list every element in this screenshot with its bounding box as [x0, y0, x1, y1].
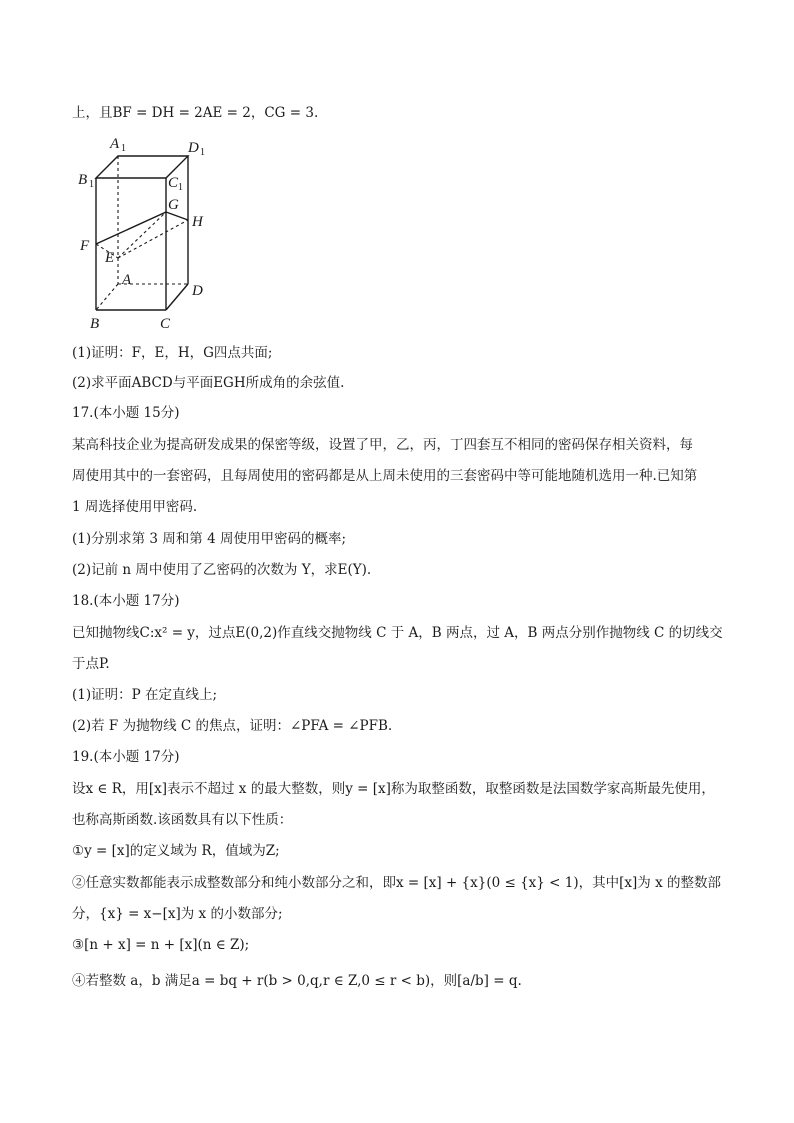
line-6: 周使用其中的一套密码，且每周使用的密码都是从上周未使用的三套密码中等可能地随机选用一种.已知第 — [72, 468, 698, 484]
label-G: G — [168, 197, 179, 213]
line-13: (1)证明：P 在定直线上; — [72, 687, 218, 703]
line-18: ①y = [x]的定义域为 R，值域为Z; — [72, 843, 280, 859]
line-1: 上，且BF = DH = 2AE = 2，CG = 3. — [72, 105, 319, 121]
label-D: D — [192, 283, 203, 299]
line-2: (1)证明：F，E，H，G四点共面; — [72, 345, 273, 361]
line-16: 设x ∈ R，用[x]表示不超过 x 的最大整数，则y = [x]称为取整函数，取整函数是法国数学家高斯最先使用， — [72, 781, 715, 797]
line-3: (2)求平面ABCD与平面EGH所成角的余弦值. — [72, 375, 345, 391]
label-C: C — [160, 316, 171, 332]
line-11: 已知抛物线C:x² = y，过点E(0,2)作直线交抛物线 C 于 A，B 两点，过 A，B 两点分别作抛物线 C 的切线交 — [72, 625, 723, 641]
label-C1: C — [168, 175, 179, 191]
line-20: 分，{x} = x−[x]为 x 的小数部分; — [72, 906, 283, 922]
line-21: ③[n + x] = n + [x](n ∈ Z); — [72, 937, 250, 953]
label-C1-sub: 1 — [178, 182, 183, 193]
label-A: A — [122, 272, 132, 288]
line-10: 18.(本小题 17分) — [72, 593, 180, 609]
line-9: (2)记前 n 周中使用了乙密码的次数为 Y，求E(Y). — [72, 562, 372, 578]
label-A1: A — [110, 136, 120, 152]
line-12: 于点P. — [72, 656, 110, 672]
label-B1: B — [78, 172, 88, 188]
label-F: F — [80, 238, 90, 254]
line-5: 某高科技企业为提高研发成果的保密等级，设置了甲，乙，丙，丁四套互不相同的密码保存相关资料，每 — [72, 437, 693, 453]
line-14: (2)若 F 为抛物线 C 的焦点，证明：∠PFA = ∠PFB. — [72, 718, 393, 734]
label-A1-sub: 1 — [121, 143, 126, 154]
line-4: 17.(本小题 15分) — [72, 405, 180, 421]
line-15: 19.(本小题 17分) — [72, 749, 180, 765]
line-8: (1)分别求第 3 周和第 4 周使用甲密码的概率; — [72, 531, 347, 547]
label-B: B — [90, 316, 100, 332]
label-D1-sub: 1 — [200, 147, 205, 158]
line-7: 1 周选择使用甲密码. — [72, 499, 198, 515]
label-E: E — [105, 250, 115, 266]
line-22: ④若整数 a，b 满足a = bq + r(b > 0,q,r ∈ Z,0 ≤ r < b)，则[a/b] = q. — [72, 973, 522, 989]
label-D1: D — [188, 140, 199, 156]
label-B1-sub: 1 — [89, 179, 94, 190]
prism-figure — [70, 132, 220, 332]
line-17: 也称高斯函数.该函数具有以下性质： — [72, 812, 293, 828]
label-H: H — [192, 214, 203, 230]
line-19: ②任意实数都能表示成整数部分和纯小数部分之和，即x = [x] + {x}(0 ≤ {x} < 1)，其中[x]为 x 的整数部 — [72, 875, 721, 891]
